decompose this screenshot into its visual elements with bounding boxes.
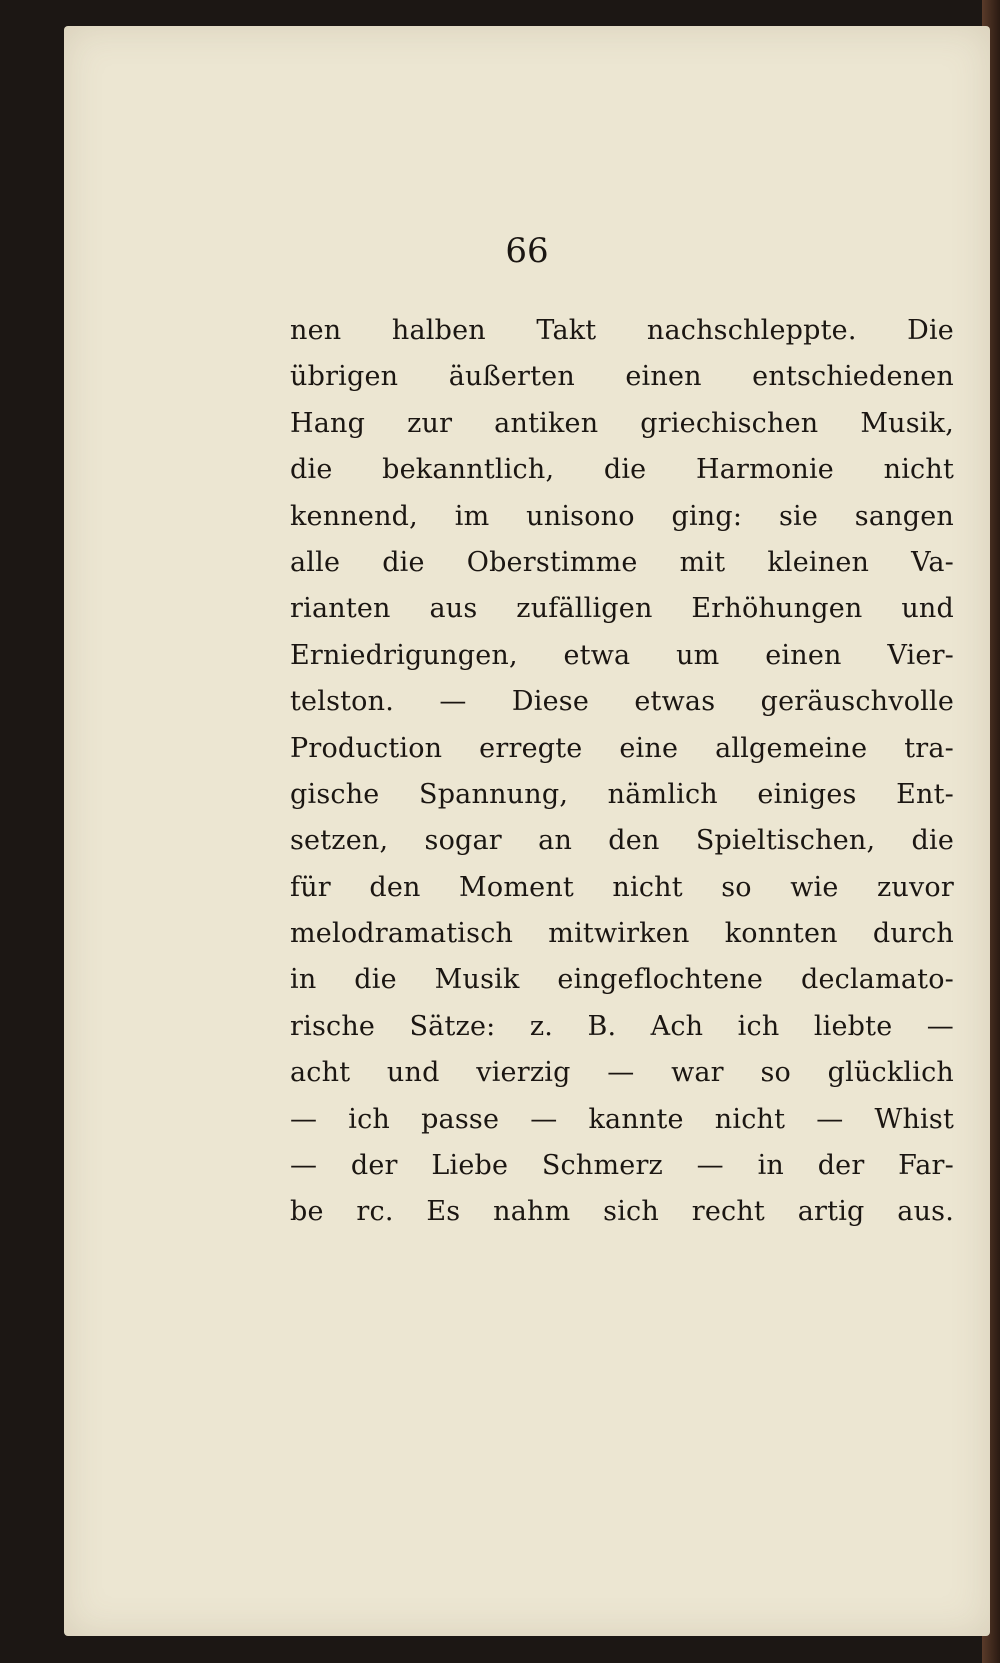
text-line: in die Musik eingeflochtene declamato- (290, 964, 954, 996)
text-line: setzen, sogar an den Spieltischen, die (290, 825, 954, 857)
page-number: 66 (505, 231, 549, 271)
text-line: die bekanntlich, die Harmonie nicht (290, 454, 954, 486)
text-line: für den Moment nicht so wie zuvor (290, 871, 954, 903)
text-line: rische Sätze: z. B. Ach ich liebte — (290, 1010, 954, 1042)
text-line: übrigen äußerten einen entschiedenen (290, 361, 954, 393)
body-text (290, 308, 954, 1236)
text-line: gische Spannung, nämlich einiges Ent- (290, 778, 954, 810)
text-line: telston. — Diese etwas geräuschvolle (290, 686, 954, 718)
text-line: alle die Oberstimme mit kleinen Va- (290, 546, 954, 578)
text-line: melodramatisch mitwirken konnten durch (290, 918, 954, 950)
text-line: — der Liebe Schmerz — in der Far- (290, 1150, 954, 1182)
text-line: Production erregte eine allgemeine tra- (290, 732, 954, 764)
text-line: Hang zur antiken griechischen Musik, (290, 407, 954, 439)
text-line: be rc. Es nahm sich recht artig aus. (290, 1196, 954, 1228)
text-line: — ich passe — kannte nicht — Whist (290, 1103, 954, 1135)
text-line: kennend, im unisono ging: sie sangen (290, 500, 954, 532)
text-line: nen halben Takt nachschleppte. Die (290, 315, 954, 346)
text-line: rianten aus zufälligen Erhöhungen und (290, 593, 954, 625)
text-line: Erniedrigungen, etwa um einen Vier- (290, 639, 954, 671)
text-line: acht und vierzig — war so glücklich (290, 1057, 954, 1089)
paper-page (64, 26, 990, 1636)
